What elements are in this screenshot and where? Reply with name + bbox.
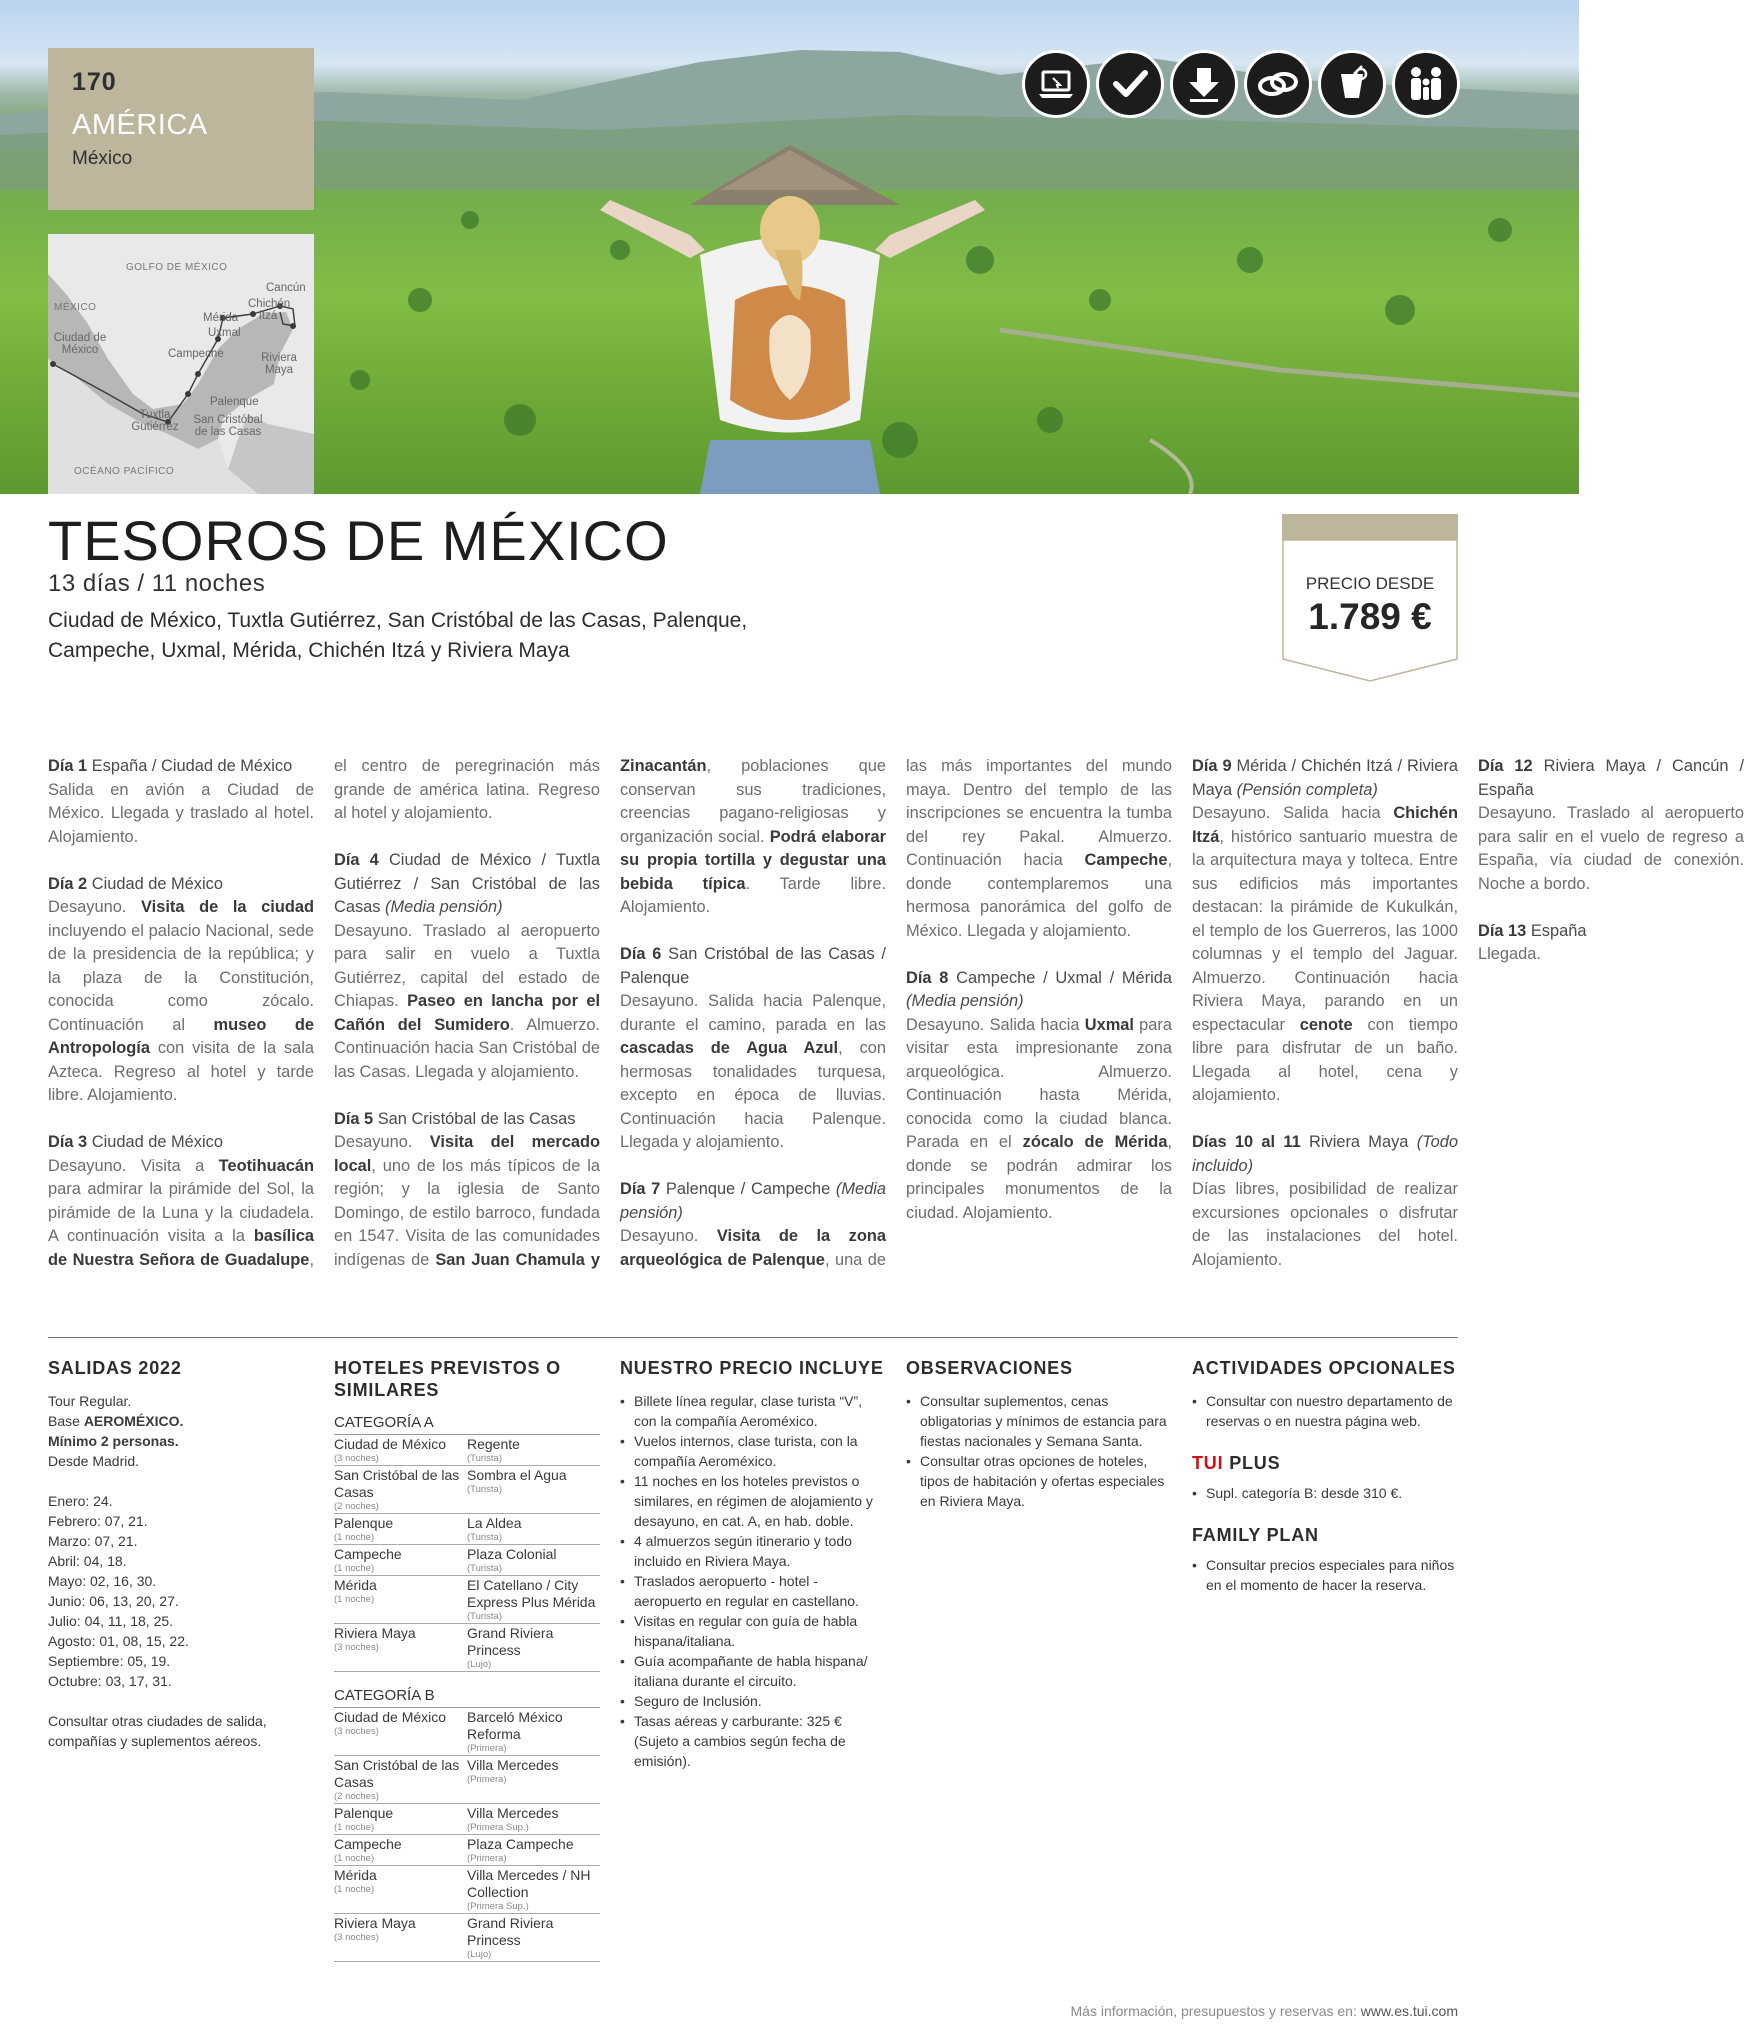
itinerary-day: [48, 755, 314, 849]
hotel-city-cell: [334, 1514, 467, 1545]
hotel-row: [334, 1804, 600, 1835]
day-text: , histórico santuario muestra de la arquitectura maya y tolteca. Entre sus edificios más importantes destacan: la pirámide de Kukulkán, el templo de los Guerreros, las 1000 columnas y el templo del Jaguar. Almuerzo. Continuación hacia Riviera Maya, parando en un espectacular: [1192, 827, 1458, 1034]
hotel-city-cell: [334, 1804, 467, 1835]
observacion-item: • Consultar suplementos, cenas obligatorias y mínimos de estancia para fiestas nacionales y Semana Santa.: [906, 1391, 1172, 1451]
day-highlight: basílica de Nuestra Señora de Guadalupe: [48, 1227, 314, 1269]
observaciones-column: [906, 1357, 1172, 1511]
hotel-city: San Cristóbal de las Casas: [334, 1757, 460, 1790]
family-plan-item: • Consultar precios especiales para niños en el momento de hacer la reserva.: [1192, 1555, 1458, 1595]
day-description: [334, 920, 600, 1085]
hotel-name-cell: [467, 1866, 600, 1914]
hotel-nights: (3 noches): [334, 1726, 379, 1737]
map-label-campeche: Campeche: [168, 348, 224, 360]
hotel-city: Palenque: [334, 1805, 394, 1821]
section-tag: [48, 48, 314, 210]
hotel-city-cell: [334, 1914, 467, 1962]
day-text: incluyendo el palacio Nacional, sede de la presidencia de la república; y la plaza de la Constitución, conocida como zócalo. Continuación al: [48, 921, 314, 1034]
day-place: España / Ciudad de México: [91, 757, 293, 775]
departure-month: Mayo: 02, 16, 30.: [48, 1573, 157, 1589]
hotel-nights: (1 noche): [334, 1594, 375, 1605]
footer-text: Más información, presupuestos y reservas en:: [1070, 2003, 1361, 2019]
hotel-row: [334, 1835, 600, 1866]
day-place: España: [1530, 921, 1587, 940]
rings-icon: [1244, 50, 1312, 118]
day-highlight: zócalo de Mérida: [1022, 1133, 1168, 1151]
hotel-name: Sombra el Agua: [467, 1467, 567, 1483]
tui-plus-item: • Supl. categoría B: desde 310 €.: [1192, 1483, 1458, 1503]
day-place: Campeche / Uxmal / Mérida: [956, 968, 1172, 987]
day-text: Llegada.: [1478, 945, 1541, 963]
hotel-name-cell: [467, 1756, 600, 1804]
hotel-name: Plaza Colonial: [467, 1546, 557, 1562]
hotel-city: Ciudad de México: [334, 1436, 447, 1452]
price-badge: [1282, 514, 1458, 682]
hotel-name: Barceló México Reforma: [467, 1709, 563, 1742]
hotel-city: Campeche: [334, 1546, 402, 1562]
day-text: para admirar la pirámide del Sol, la pirámide de la Luna y la ciudadela. A continuación visita a la: [48, 1180, 314, 1245]
hotel-name-cell: [467, 1466, 600, 1514]
family-plan-heading: FAMILY PLAN: [1192, 1525, 1319, 1545]
day-highlight: cascadas de Agua Azul: [620, 1039, 839, 1057]
incluye-item: • Guía acompañante de habla hispana/ italiana durante el circuito.: [620, 1651, 886, 1691]
day-highlight: cenote: [1299, 1015, 1353, 1034]
departure-month: Julio: 04, 11, 18, 25.: [48, 1613, 174, 1629]
day-text: Desayuno.: [48, 898, 142, 916]
day-place: Riviera Maya / Cancún / España: [1478, 757, 1744, 799]
hotel-name-cell: [467, 1576, 600, 1624]
day-highlight: museo de Antropología: [48, 1015, 315, 1057]
day-text: . Tarde libre. Alojamiento.: [620, 874, 886, 916]
hotel-city-cell: [334, 1435, 467, 1466]
actividades-list: [1192, 1391, 1458, 1431]
departure-month: Octubre: 03, 17, 31.: [48, 1673, 172, 1689]
day-place: Riviera Maya: [1309, 1133, 1409, 1151]
hotel-category: (Lujo): [467, 1949, 492, 1960]
actividad-item: • Consultar con nuestro departamento de reservas o en nuestra página web.: [1192, 1391, 1458, 1431]
day-description: [620, 990, 886, 1155]
hotel-name: Villa Mercedes: [467, 1757, 559, 1773]
day-text: Salida en avión a Ciudad de México. Llegada y traslado al hotel. Alojamiento.: [48, 780, 314, 846]
day-description: [1478, 943, 1744, 967]
hotel-row: [334, 1466, 600, 1514]
day-highlight: Visita del mercado local: [334, 1133, 600, 1175]
day-text: con visita de la sala Azteca. Regreso al hotel y tarde libre. Alojamiento.: [48, 1039, 314, 1104]
day-highlight: Visita de la zona arqueológica de Palenque: [620, 1227, 886, 1269]
hotel-city-cell: [334, 1466, 467, 1514]
day-highlight: Visita de la ciudad: [141, 898, 314, 916]
hotel-name-cell: [467, 1435, 600, 1466]
hotel-nights: (1 noche): [334, 1884, 375, 1895]
day-highlight: San Juan Chamula y Zinacantán: [435, 757, 707, 1269]
day-heading: [48, 755, 314, 779]
salidas-base-prefix: Base: [48, 1413, 84, 1429]
day-number: Día 5: [334, 1109, 374, 1128]
hotel-name: Grand Riviera Princess: [467, 1625, 554, 1658]
family-plan-list: [1192, 1555, 1458, 1595]
hotel-category: (Turista): [467, 1611, 503, 1622]
day-number: Día 9: [1192, 757, 1232, 775]
day-heading: [620, 943, 886, 990]
region-label: AMÉRICA: [72, 109, 208, 141]
hotel-category: (Turista): [467, 1563, 503, 1574]
day-number: Día 4: [334, 851, 379, 869]
hotel-nights: (1 noche): [334, 1563, 375, 1574]
hotel-city-cell: [334, 1708, 467, 1756]
departure-month: Abril: 04, 18.: [48, 1553, 127, 1569]
day-text: , donde se podrán admirar los principales monumentos de la ciudad. Alojamiento.: [906, 1133, 1172, 1222]
salidas-desde: Desde Madrid.: [48, 1453, 140, 1469]
itinerary-day: [620, 943, 886, 1155]
hotel-city: Campeche: [334, 1836, 402, 1852]
map-label-riviera: Riviera Maya: [261, 352, 297, 376]
map-label-palenque: Palenque: [210, 396, 259, 408]
hotel-city-cell: [334, 1576, 467, 1624]
day-heading: [1478, 755, 1744, 802]
day-text: Desayuno.: [334, 1133, 430, 1151]
day-text: , uno de los más típicos de la región; y la iglesia de Santo Domingo, de estilo barroco, fundada en 1547. Visita de las comunidades indígenas de: [334, 1156, 600, 1269]
hotel-name-cell: [467, 1835, 600, 1866]
incluye-item: • 11 noches en los hoteles previstos o similares, en régimen de alojamiento y desayuno, en cat. A, en hab. doble.: [620, 1471, 886, 1531]
hotel-city-cell: [334, 1545, 467, 1576]
salidas-column: [48, 1357, 314, 1751]
hotel-row: [334, 1545, 600, 1576]
hotel-name-cell: [467, 1914, 600, 1962]
hotel-city-cell: [334, 1624, 467, 1672]
observaciones-heading: OBSERVACIONES: [906, 1358, 1073, 1378]
hotel-city-cell: [334, 1756, 467, 1804]
hotel-name: El Catellano / City Express Plus Mérida: [467, 1577, 596, 1610]
day-heading: [334, 1108, 600, 1132]
incluye-item: • Traslados aeropuerto - hotel - aeropuerto en regular en castellano.: [620, 1571, 886, 1611]
hotel-name-cell: [467, 1624, 600, 1672]
hotel-name: Plaza Campeche: [467, 1836, 574, 1852]
day-highlight: Chichén Itzá: [1192, 804, 1458, 846]
hotel-city: Palenque: [334, 1515, 394, 1531]
day-heading: [906, 967, 1172, 1014]
map-label-chichen: Chichén Itzá: [248, 298, 291, 322]
day-highlight: Podrá elaborar su propia tortilla y degustar una bebida típica: [620, 827, 887, 893]
day-text: , poblaciones que conservan sus tradiciones, creencias pagano-religiosas y organización social.: [620, 757, 886, 846]
hotel-city: Mérida: [334, 1577, 377, 1593]
salidas-airline: AEROMÉXICO.: [83, 1413, 184, 1429]
check-icon: [1096, 50, 1164, 118]
hotel-category-label: CATEGORÍA B: [334, 1686, 600, 1708]
day-text: Desayuno. Salida hacia Palenque, durante el camino, parada en las: [620, 992, 886, 1034]
hotel-name: Grand Riviera Princess: [467, 1915, 554, 1948]
day-text: con tiempo libre para disfrutar de un baño. Llegada al hotel, cena y alojamiento.: [1192, 1015, 1458, 1104]
day-number: Día 3: [48, 1133, 88, 1151]
day-heading: [1192, 755, 1458, 802]
laptop-icon: [1022, 50, 1090, 118]
day-meal-plan: (Media pensión): [906, 992, 1024, 1010]
day-heading: [1478, 920, 1744, 944]
hoteles-heading: HOTELES PREVISTOS O SIMILARES: [334, 1358, 561, 1400]
departure-month: Febrero: 07, 21.: [48, 1513, 148, 1529]
day-heading: [334, 849, 600, 920]
day-description: [906, 1014, 1172, 1226]
itinerary-day: [1192, 1131, 1458, 1272]
hotel-name-cell: [467, 1545, 600, 1576]
day-description: [1192, 1178, 1458, 1272]
hotel-city-cell: [334, 1866, 467, 1914]
hotel-category: (Primera Sup.): [467, 1901, 529, 1912]
day-description: [48, 896, 314, 1108]
price-value: 1.789 €: [1308, 596, 1432, 637]
observaciones-list: [906, 1391, 1172, 1511]
hotel-category: (Primera): [467, 1853, 507, 1864]
incluye-item: • 4 almuerzos según itinerario y todo incluido en Riviera Maya.: [620, 1531, 886, 1571]
day-description: [1192, 802, 1458, 1108]
map-label-uxmal: Uxmal: [208, 327, 241, 339]
hotels-list: [334, 1413, 600, 1962]
day-number: Días 10 al 11: [1192, 1133, 1301, 1151]
map-label-mexico: MÉXICO: [54, 302, 97, 313]
hotel-name-cell: [467, 1804, 600, 1835]
hotel-table: [334, 1708, 600, 1962]
day-text: , con hermosas tonalidades turquesa, excepto en época de lluvias. Continuación hacia Palenque. Llegada y alojamiento.: [620, 1039, 886, 1151]
day-number: Día 13: [1478, 921, 1527, 940]
map-label-sancristobal: San Cristóbal de las Casas: [193, 414, 263, 438]
hotel-nights: (1 noche): [334, 1853, 375, 1864]
day-text: . Almuerzo. Continuación hacia San Cristóbal de las Casas. Llegada y alojamiento.: [334, 1015, 600, 1081]
day-number: Día 2: [48, 874, 88, 893]
family-icon: [1392, 50, 1460, 118]
hotel-row: [334, 1914, 600, 1962]
map-label-golfo: GOLFO DE MÉXICO: [126, 262, 228, 273]
departure-month: Agosto: 01, 08, 15, 22.: [48, 1633, 189, 1649]
incluye-item: • Billete línea regular, clase turista “V”, con la compañía Aeroméxico.: [620, 1391, 886, 1431]
day-number: Día 12: [1478, 757, 1533, 775]
observacion-item: • Consultar otras opciones de hoteles, tipos de habitación y ofertas especiales en Riviera Maya.: [906, 1451, 1172, 1511]
hotel-nights: (1 noche): [334, 1532, 375, 1543]
hotel-name: Villa Mercedes / NH Collection: [467, 1867, 591, 1900]
hotel-name-cell: [467, 1708, 600, 1756]
day-highlight: Campeche: [1084, 851, 1168, 869]
hotel-category-label: CATEGORÍA A: [334, 1413, 600, 1435]
day-description: [1478, 802, 1744, 896]
day-text: Desayuno. Visita a: [48, 1156, 219, 1175]
departure-month: Septiembre: 05, 19.: [48, 1653, 171, 1669]
map-label-cancun: Cancún: [266, 282, 306, 294]
day-highlight: Uxmal: [1084, 1015, 1134, 1034]
day-place: San Cristóbal de las Casas / Palenque: [620, 945, 886, 987]
footer-link[interactable]: www.es.tui.com: [1360, 2003, 1458, 2019]
hotel-category: (Primera): [467, 1774, 507, 1785]
tui-plus-heading: [1192, 1453, 1458, 1473]
tui-plus-list: [1192, 1483, 1458, 1503]
day-text: para visitar esta impresionante zona arqueológica. Almuerzo. Continuación hasta Mérida, conocida como la ciudad blanca. Parada en el: [906, 1015, 1172, 1151]
incluye-item: • Visitas en regular con guía de habla hispana/italiana.: [620, 1611, 886, 1651]
hotel-city: Mérida: [334, 1867, 377, 1883]
tui-brand: TUI: [1192, 1453, 1224, 1473]
hotel-nights: (2 noches): [334, 1791, 379, 1802]
itinerary-day: [334, 849, 600, 1084]
incluye-item: • Tasas aéreas y carburante: 325 € (Sujeto a cambios según fecha de emisión).: [620, 1711, 886, 1771]
day-text: , una de las más importantes del mundo maya. Dentro del templo de las inscripciones se encuentra la tumba del rey Pakal. Almuerzo. Continuación hacia: [824, 757, 1172, 1269]
route-map: [48, 234, 314, 494]
salidas-tour: Tour Regular.: [48, 1393, 132, 1409]
hotel-row: [334, 1708, 600, 1756]
map-label-merida: Mérida: [203, 312, 239, 324]
day-meal-plan: (Pensión completa): [1236, 780, 1378, 799]
footer: [1071, 2003, 1459, 2019]
hotel-table: [334, 1435, 600, 1672]
tui-plus-label: PLUS: [1223, 1453, 1281, 1473]
hotel-category: (Lujo): [467, 1659, 492, 1670]
departure-month: Junio: 06, 13, 20, 27.: [48, 1593, 179, 1609]
map-label-tuxtla: Tuxtla Gutiérrez: [131, 409, 179, 433]
map-label-oceano: OCÉANO PACÍFICO: [74, 466, 175, 477]
day-highlight: Paseo en lancha por el Cañón del Sumidero: [334, 992, 600, 1034]
day-meal-plan: (Media pensión): [620, 1180, 886, 1222]
hotel-category: (Primera Sup.): [467, 1822, 529, 1833]
price-label: PRECIO DESDE: [1305, 574, 1435, 593]
day-text: , el centro de peregrinación más grande de américa latina. Regreso al hotel y alojamiento.: [309, 757, 600, 1269]
day-number: Día 8: [906, 968, 949, 987]
section-divider: [48, 1337, 1458, 1338]
day-heading: [48, 873, 314, 897]
departure-month: Enero: 24.: [48, 1493, 113, 1509]
hotel-nights: (3 noches): [334, 1932, 379, 1943]
hotel-row: [334, 1576, 600, 1624]
itinerary-day: [48, 873, 314, 1108]
day-place: Ciudad de México: [91, 874, 223, 893]
hotel-category: (Primera): [467, 1743, 507, 1754]
itinerary: [48, 755, 1744, 1275]
hotel-category: (Turista): [467, 1453, 503, 1464]
cocktail-icon: [1318, 50, 1386, 118]
hotel-city: Riviera Maya: [334, 1915, 416, 1931]
departure-month: Marzo: 07, 21.: [48, 1533, 138, 1549]
day-text: Desayuno.: [620, 1227, 717, 1245]
hotel-category: (Turista): [467, 1484, 503, 1495]
hotel-name: Regente: [467, 1436, 520, 1452]
day-text: Desayuno. Traslado al aeropuerto para salir en el vuelo de regreso a España, vía ciudad de conexión. Noche a bordo.: [1478, 804, 1744, 893]
itinerary-day: [1478, 920, 1744, 967]
day-description: [48, 779, 314, 850]
hotel-nights: (3 noches): [334, 1453, 379, 1464]
day-place: Mérida / Chichén Itzá / Riviera Maya: [1192, 757, 1458, 799]
day-place: Ciudad de México / Tuxtla Gutiérrez / San Cristóbal de las Casas: [334, 851, 600, 916]
hotel-nights: (3 noches): [334, 1642, 379, 1653]
day-number: Día 1: [48, 757, 88, 775]
hotel-city: Ciudad de México: [334, 1709, 447, 1725]
hotel-nights: (1 noche): [334, 1822, 375, 1833]
salidas-months: [48, 1491, 314, 1691]
hotel-row: [334, 1756, 600, 1804]
hotel-row: [334, 1624, 600, 1672]
day-heading: [620, 1178, 886, 1225]
salidas-base: [48, 1411, 314, 1431]
day-highlight: Teotihuacán: [218, 1156, 314, 1175]
salidas-note: Consultar otras ciudades de salida, compañías y suplementos aéreos.: [48, 1713, 267, 1749]
day-text: Desayuno. Traslado al aeropuerto para salir en vuelo a Tuxtla Gutiérrez, capital del estado de Chiapas.: [334, 921, 600, 1010]
feature-icons: [1022, 50, 1460, 118]
hotel-nights: (2 noches): [334, 1501, 379, 1512]
day-text: Desayuno. Salida hacia: [906, 1015, 1085, 1034]
download-icon: [1170, 50, 1238, 118]
salidas-heading: SALIDAS 2022: [48, 1358, 182, 1378]
trip-route: Ciudad de México, Tuxtla Gutiérrez, San Cristóbal de las Casas, Palenque, Campeche, Uxmal, Mérida, Chichén Itzá y Riviera Maya: [48, 609, 748, 662]
actividades-column: [1192, 1357, 1458, 1595]
itinerary-day: [1192, 755, 1458, 1108]
country-label: México: [72, 148, 133, 169]
day-text: Desayuno. Salida hacia: [1192, 804, 1394, 822]
incluye-item: • Vuelos internos, clase turista, con la compañía Aeroméxico.: [620, 1431, 886, 1471]
day-meal-plan: (Todo incluido): [1192, 1133, 1458, 1175]
hero-image: [0, 0, 1579, 494]
day-number: Día 7: [620, 1180, 661, 1198]
map-label-cdmx: Ciudad de México: [53, 332, 107, 356]
trip-title: TESOROS DE MÉXICO: [48, 509, 669, 572]
day-place: Palenque / Campeche: [665, 1180, 831, 1198]
day-heading: [48, 1131, 314, 1155]
page-number: 170: [72, 68, 117, 96]
incluye-column: [620, 1357, 886, 1771]
incluye-item: • Seguro de Inclusión.: [620, 1691, 886, 1711]
day-meal-plan: (Media pensión): [385, 898, 503, 916]
salidas-minimo: Mínimo 2 personas.: [48, 1433, 179, 1449]
itinerary-day: [906, 967, 1172, 1226]
trip-duration: 13 días / 11 noches: [48, 570, 266, 597]
day-number: Día 6: [620, 945, 662, 963]
hotel-name-cell: [467, 1514, 600, 1545]
hotel-city: San Cristóbal de las Casas: [334, 1467, 460, 1500]
hotel-name: Villa Mercedes: [467, 1805, 559, 1821]
itinerary-day: [1478, 755, 1744, 896]
hotel-city-cell: [334, 1835, 467, 1866]
hotel-row: [334, 1435, 600, 1466]
day-place: San Cristóbal de las Casas: [377, 1109, 576, 1128]
hotel-category: (Turista): [467, 1532, 503, 1543]
incluye-heading: NUESTRO PRECIO INCLUYE: [620, 1358, 884, 1378]
day-heading: [1192, 1131, 1458, 1178]
actividades-heading: ACTIVIDADES OPCIONALES: [1192, 1358, 1456, 1378]
day-place: Ciudad de México: [91, 1133, 223, 1151]
hotel-row: [334, 1514, 600, 1545]
day-text: Días libres, posibilidad de realizar excursiones opcionales o disfrutar de las instalaciones del hotel. Alojamiento.: [1192, 1180, 1458, 1269]
incluye-list: [620, 1391, 886, 1771]
hotel-city: Riviera Maya: [334, 1625, 416, 1641]
day-text: , donde contemplaremos una hermosa panorámica del golfo de México. Llegada y alojamiento.: [906, 851, 1172, 940]
hotel-name: La Aldea: [467, 1515, 522, 1531]
hotel-row: [334, 1866, 600, 1914]
hoteles-column: [334, 1357, 600, 1962]
